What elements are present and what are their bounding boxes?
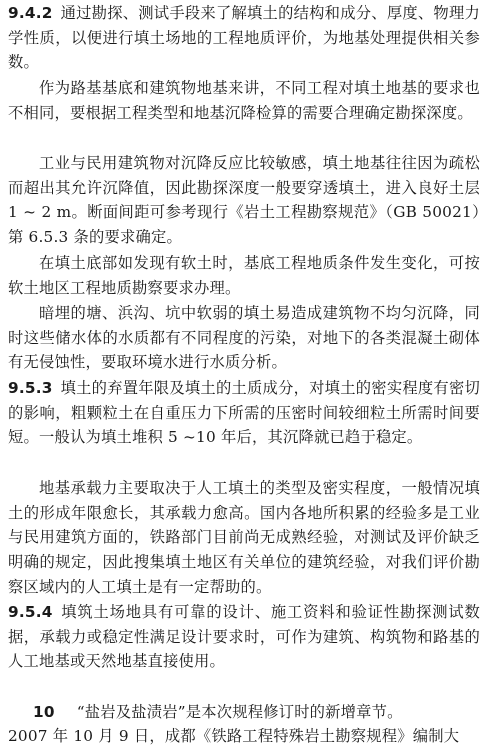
paragraph-9-4-2 (8, 1, 480, 75)
paragraph-text: 填土的弃置年限及填土的土质成分，对填土的密实程度有密切的影响，粗颗粒土在自重压力下所需的压密时间较细粒土所需时间要短。一般认为填土堆积 5 ~10 年后，其沉降就已趋于稳定。 (8, 379, 480, 447)
paragraph-soft-soil (8, 251, 480, 301)
paragraph-text: 通过勘探、测试手段来了解填土的结构和成分、厚度、物理力学性质，以便进行填土场地的工程地质评价，为地基处理提供相关参数。 (8, 4, 480, 72)
paragraph-text: 地基承载力主要取决于人工填土的类型及密实程度，一般情况填土的形成年限愈长，其承载力愈高。国内各地所积累的经验多是工业与民用建筑方面的，铁路部门目前尚无成熟经验，对测试及评价缺乏明确的规定，因此搜集填土地区有关单位的建筑经验，对我们评价勘察区域内的人工填土是有一定帮助的。 (8, 479, 480, 596)
paragraph-text: “盐岩及盐渍岩”是本次规程修订时的新增章节。 (76, 703, 403, 721)
section-number: 9.5.3 (8, 379, 53, 397)
paragraph-industrial-buildings (8, 151, 480, 250)
paragraph-text: 工业与民用建筑物对沉降反应比较敏感，填土地基往往因为疏松而超出其允许沉降值，因此勘探深度一般要穿透填土，进入良好土层 1 ~ 2 m。断面间距可参考现行《岩土工程勘察规范》（GB 50021）第 6.5.3 条的要求确定。 (8, 154, 480, 247)
paragraph-bearing-capacity (8, 476, 480, 600)
paragraph-text: 2007 年 10 月 9 日，成都《铁路工程特殊岩土勘察规程》编制大 (8, 727, 460, 745)
paragraph-text: 暗埋的塘、浜沟、坑中软弱的填土易造成建筑物不均匀沉降，同时这些储水体的水质都有不同程度的污染，对地下的各类混凝土砌体有无侵蚀性，要取环境水进行水质分析。 (8, 304, 480, 372)
paragraph-9-5-4 (8, 600, 480, 674)
paragraph-depth-requirements (8, 76, 480, 150)
paragraph-text: 在填土底部如发现有软土时，基底工程地质条件发生变化，可按软土地区工程地质勘察要求办理。 (8, 254, 480, 297)
paragraph-9-5-3 (8, 376, 480, 475)
paragraph-buried-ponds (8, 301, 480, 375)
paragraph-text: 作为路基基底和建筑物地基来讲，不同工程对填土地基的要求也不相同，要根据工程类型和地基沉降检算的需要合理确定勘探深度。 (8, 79, 480, 122)
chapter-number: 10 (33, 703, 55, 721)
paragraph-chengdu-meeting (8, 724, 480, 749)
paragraph-chapter-10 (8, 700, 480, 725)
paragraph-text: 填筑土场地具有可靠的设计、施工资料和验证性勘探测试数据，承载力或稳定性满足设计要求时，可作为建筑、构筑物和路基的人工地基或天然地基直接使用。 (8, 603, 480, 671)
section-number: 9.5.4 (8, 603, 53, 621)
section-number: 9.4.2 (8, 4, 53, 22)
